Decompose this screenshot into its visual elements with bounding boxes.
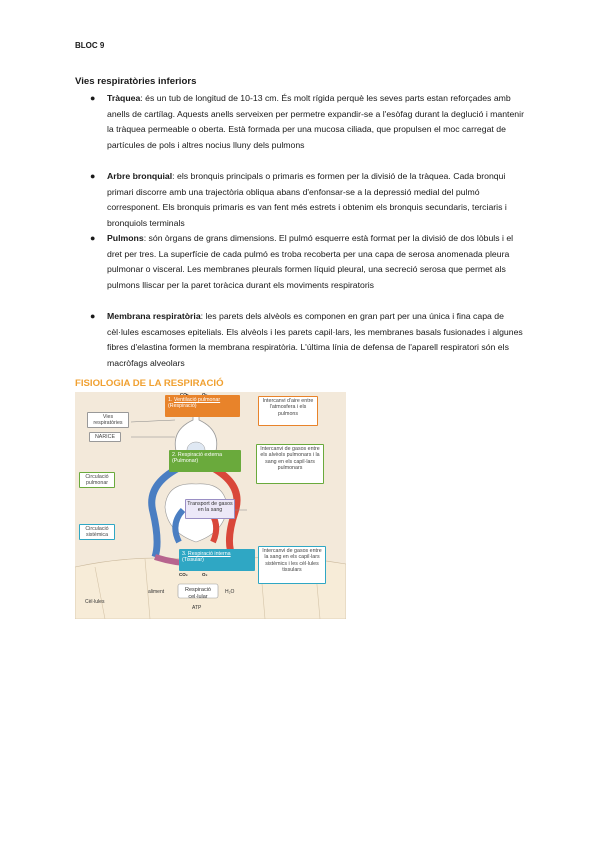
list-item-respiratory-membrane <box>90 309 530 371</box>
phase-internal-sub: (Tissular) <box>182 557 204 564</box>
phase-external-respiration <box>169 450 241 472</box>
airways-label: Vies respiratòries <box>87 412 129 428</box>
atp-label: ATP <box>192 605 202 611</box>
phase-ventilation-sub: (Respiració) <box>168 403 197 410</box>
info-internal-respiration: Intercanvi de gasos entre la sang en els capil·lars sistèmics i les cèl·lules tissulars <box>258 546 326 584</box>
food-label: aliment <box>148 589 165 595</box>
info-ventilation: Intercanvi d'aire entre l'atmosfera i els pulmons <box>258 396 318 426</box>
bullet-icon: ● <box>90 311 96 321</box>
phase-ventilation-num: 1. <box>168 397 173 403</box>
phase-internal-respiration <box>179 549 255 571</box>
lower-airways-list <box>90 91 530 371</box>
water-label: H₂O <box>225 589 235 595</box>
co2-label-tissue: CO₂ <box>179 572 188 577</box>
term-respiratory-membrane: Membrana respiratòria <box>107 311 201 321</box>
phase-ventilation <box>165 395 240 417</box>
o2-label-tissue: O₂ <box>202 572 208 577</box>
cell-respiration-label: Respiració cel·lular <box>185 587 211 600</box>
phase-internal-name: Respiració interna <box>187 551 231 557</box>
section-title-lower-airways: Vies respiratòries inferiors <box>75 76 197 87</box>
list-item-trachea <box>90 91 530 169</box>
bloc-heading: BLOC 9 <box>75 41 105 50</box>
term-lungs: Pulmons <box>107 233 144 243</box>
cells-label: Cèl·lules <box>85 599 105 605</box>
list-item-bronchial-tree <box>90 169 530 231</box>
pulmonary-circulation-label: Circulació pulmonar <box>79 472 115 488</box>
phase-ventilation-name: Ventilació pulmonar <box>173 397 221 403</box>
phase-internal-num: 3. <box>182 551 187 557</box>
phase-external-num: 2. <box>172 452 177 458</box>
text-respiratory-membrane: : les parets dels alvèols es componen en gran part per una única i fina capa de cèl·lules escamoses epitelials. Els alvèols i les parets capil·lars, les membranes basals fusionades i algunes fibres d'elastina formen la membrana respiratòria. L'última línia de defensa de l'aparell respiratori són els macròfags alveolars <box>107 311 523 368</box>
phase-external-sub: (Pulmonar) <box>172 458 199 465</box>
nasal-label: NARICE <box>89 432 121 442</box>
section-title-physiology: FISIOLOGIA DE LA RESPIRACIÓ <box>75 378 224 389</box>
bullet-icon: ● <box>90 233 96 243</box>
text-lungs: : són òrgans de grans dimensions. El pulmó esquerre està format per la divisió de dos lòbuls i el dret per tres. La superfície de cada pulmó es troba recoberta per una capa de serosa anomenada pleura pulmonar o visceral. Les membranes pleurals formen líquid pleural, una secreció serosa que permet als pulmons lliscar per la paret toràcica durant els moviments respiratoris <box>107 233 514 290</box>
gas-transport-box: Transport de gasos en la sang <box>185 499 235 519</box>
respiration-diagram <box>75 392 346 619</box>
bullet-icon: ● <box>90 93 96 103</box>
phase-external-name: Respiració externa <box>177 452 223 458</box>
text-bronchial-tree: : els bronquis principals o primaris es formen per la divisió de la tràquea. Cada bronqui primari discorre amb una trajectòria obliqua abans d'enfonsar-se a la depressió medial del pulmó corresponent. Els bronquis primaris es van fent més estrets i obtenim els bronquis secundaris, terciaris i bronquiols terminals <box>107 171 507 228</box>
term-trachea: Tràquea <box>107 93 141 103</box>
text-trachea: : és un tub de longitud de 10-13 cm. És molt rígida perquè les seves parts estan reforçades amb anells de cartílag. Aquests anells serveixen per permetre expandir-se a l'esòfag durant la deglució i mantenir la tràquea permeable o oberta. Està formada per una mucosa ciliada, que propulsen el moc carregat de partícules de pols i altres nocius lluny dels pulmons <box>107 93 524 150</box>
term-bronchial-tree: Arbre bronquial <box>107 171 173 181</box>
systemic-circulation-label: Circulació sistèmica <box>79 524 115 540</box>
bullet-icon: ● <box>90 171 96 181</box>
list-item-lungs <box>90 231 530 309</box>
info-external-respiration: Intercanvi de gasos entre els alvèols pulmonars i la sang en els capil·lars pulmonars <box>256 444 324 484</box>
